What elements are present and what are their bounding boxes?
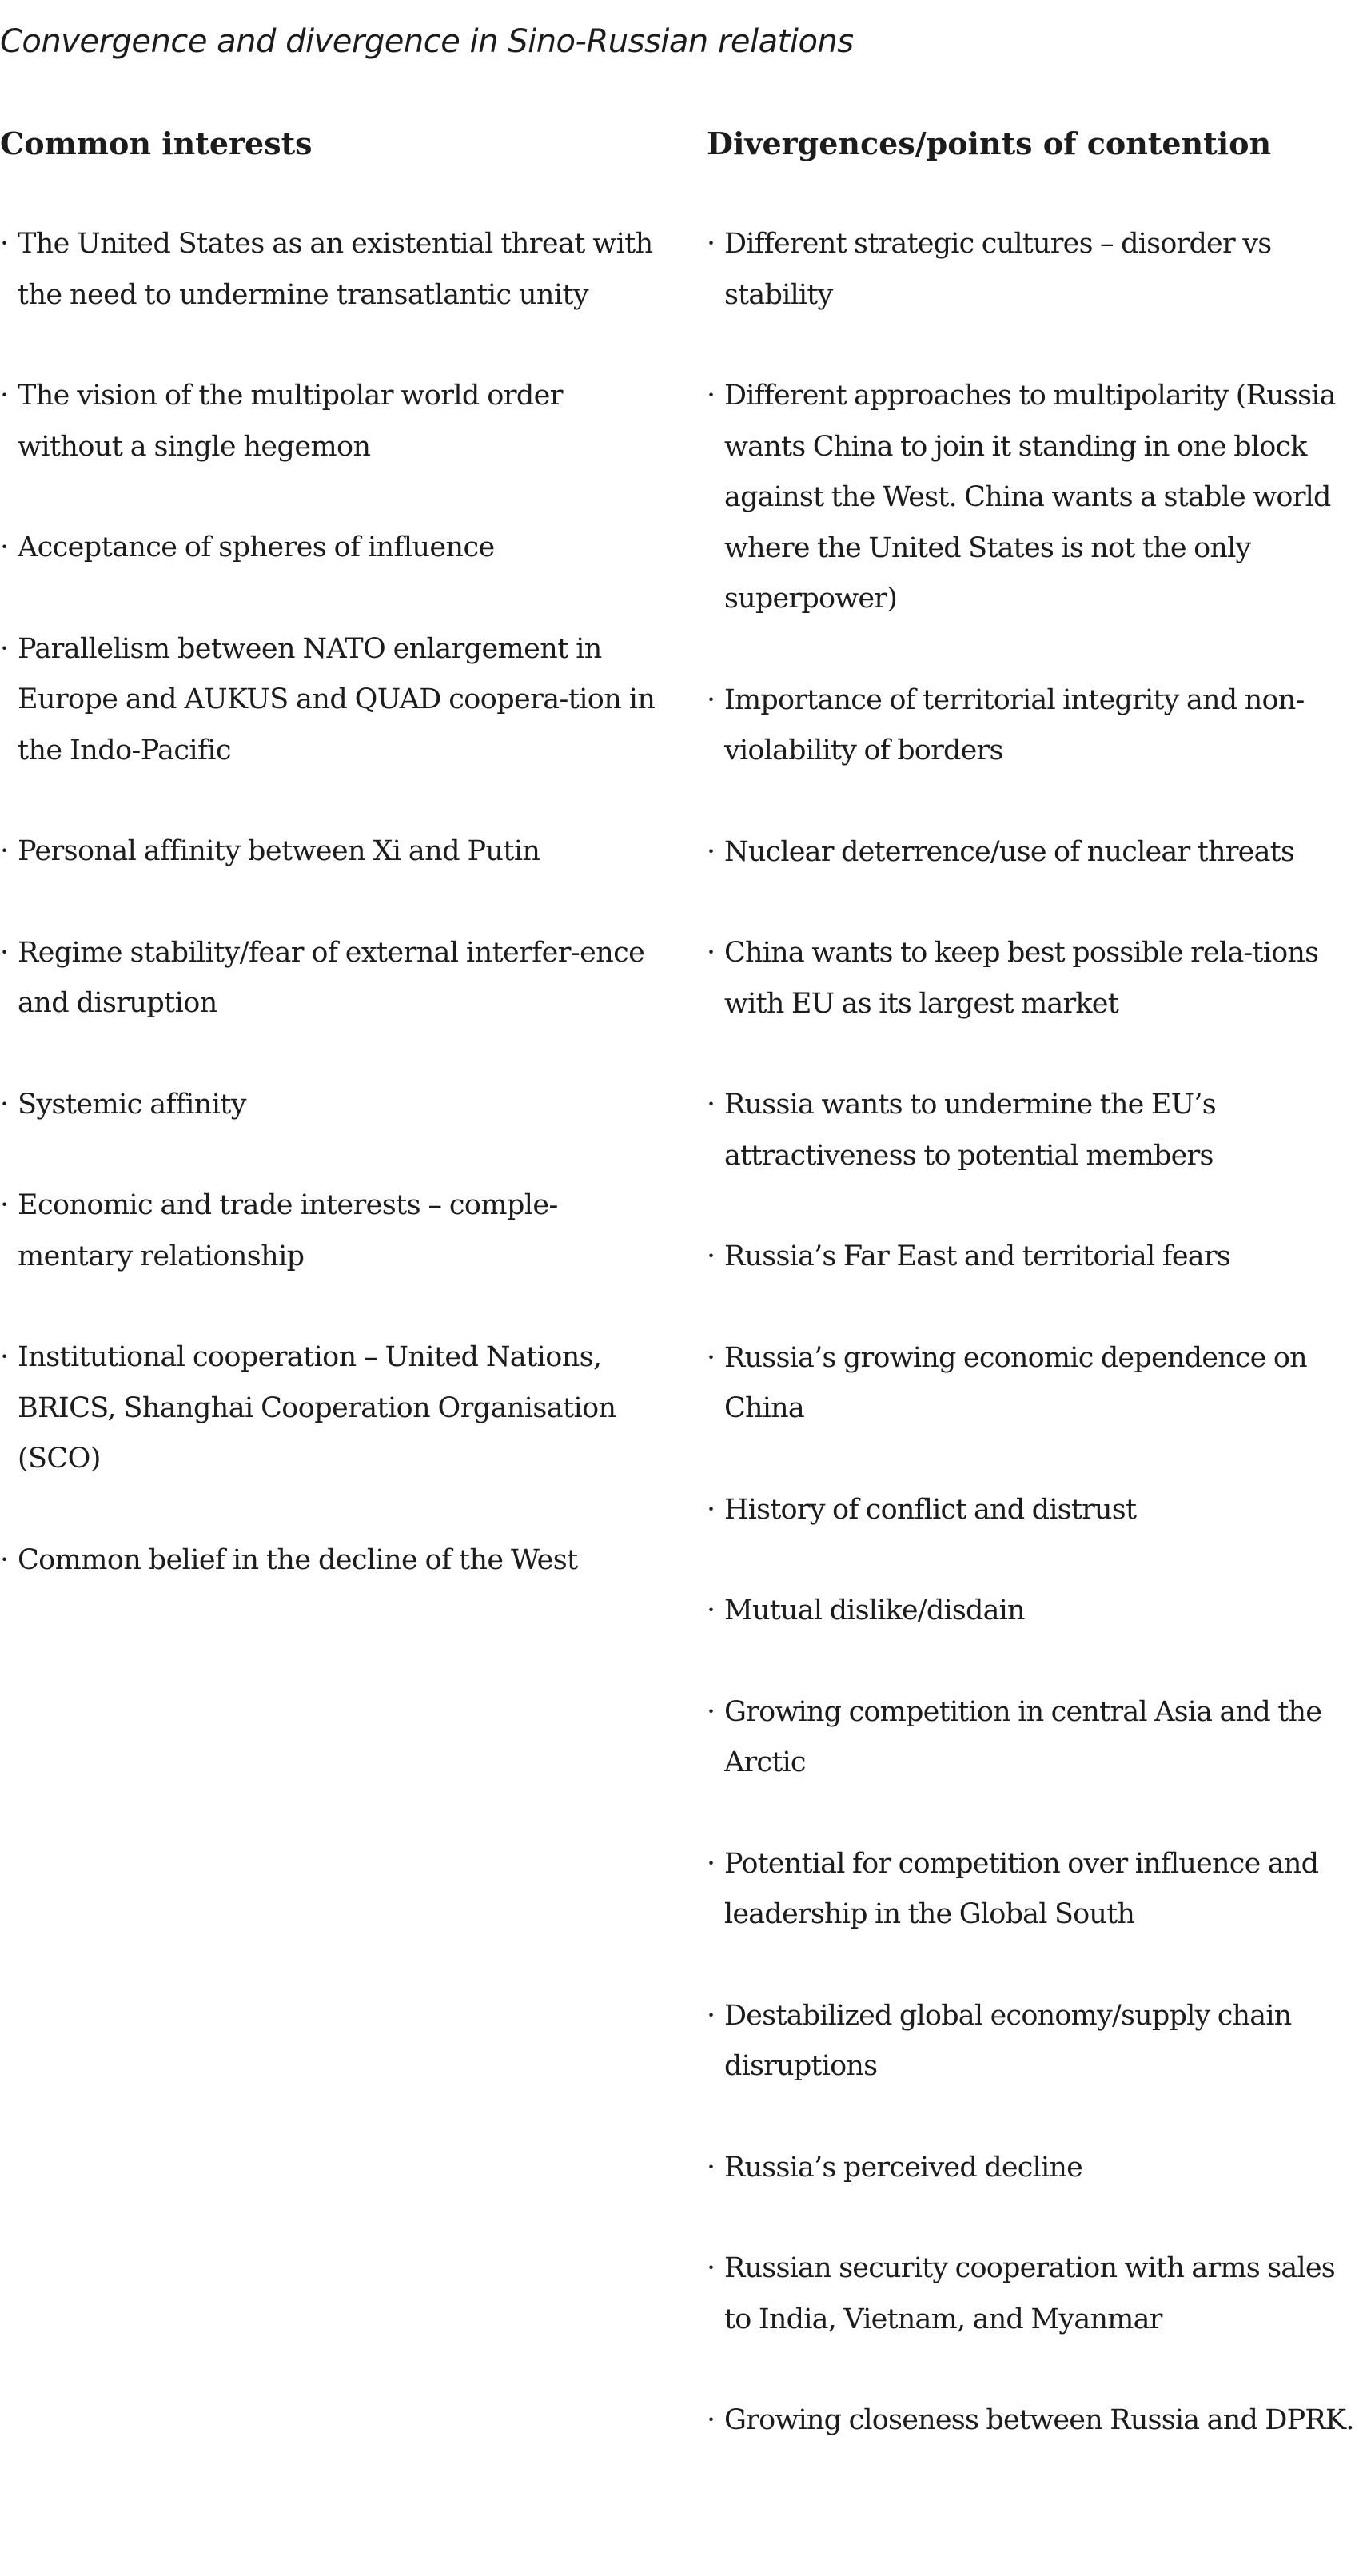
list-item-text: Importance of territorial integrity and non-violability of borders bbox=[724, 683, 1305, 766]
bullet-icon: · bbox=[707, 380, 715, 412]
bullet-icon: · bbox=[0, 1543, 9, 1576]
list-item bbox=[707, 1586, 1359, 1637]
list-item bbox=[707, 1991, 1359, 2092]
bullet-icon: · bbox=[707, 2252, 715, 2284]
bullet-icon: · bbox=[707, 683, 715, 716]
list-item bbox=[0, 624, 664, 777]
list-item-text: The vision of the multipolar world order without a single hegemon bbox=[18, 380, 563, 463]
list-item bbox=[0, 371, 664, 472]
list-item-text: Economic and trade interests – comple-mentary relationship bbox=[18, 1189, 558, 1272]
bullet-icon: · bbox=[707, 1695, 715, 1728]
list-item bbox=[707, 1839, 1359, 1941]
divergences-heading: Divergences/points of contention bbox=[707, 125, 1272, 161]
list-item-text: Russia’s growing economic dependence on China bbox=[724, 1341, 1307, 1424]
list-item-text: Potential for competition over influence and leadership in the Global South bbox=[724, 1847, 1319, 1930]
bullet-icon: · bbox=[707, 1847, 715, 1880]
list-item bbox=[707, 219, 1359, 321]
list-item bbox=[707, 371, 1359, 625]
bullet-icon: · bbox=[0, 936, 9, 969]
list-item-text: Russia wants to undermine the EU’s attractiveness to potential members bbox=[724, 1089, 1216, 1172]
list-item bbox=[0, 1080, 664, 1131]
list-item-text: Regime stability/fear of external interfer-ence and disruption bbox=[18, 936, 645, 1019]
list-item bbox=[707, 1485, 1359, 1536]
bullet-icon: · bbox=[707, 1089, 715, 1121]
list-item-text: Russia’s perceived decline bbox=[724, 2151, 1083, 2184]
list-item bbox=[0, 523, 664, 574]
bullet-icon: · bbox=[707, 835, 715, 868]
list-item-text: Different approaches to multipolarity (Russia wants China to join it standing in one block against the West. China wants a stable world where the United States is not the only superpower) bbox=[724, 380, 1336, 615]
list-item bbox=[707, 675, 1359, 777]
list-item-text: Parallelism between NATO enlargement in Europe and AUKUS and QUAD coopera-tion in the Indo-Pacific bbox=[18, 632, 656, 766]
list-item bbox=[0, 1332, 664, 1485]
bullet-icon: · bbox=[707, 2151, 715, 2184]
bullet-icon: · bbox=[707, 1999, 715, 2032]
bullet-icon: · bbox=[707, 228, 715, 260]
list-item bbox=[707, 2244, 1359, 2345]
common-interests-list bbox=[0, 219, 664, 1586]
list-item-text: Growing competition in central Asia and the Arctic bbox=[724, 1695, 1322, 1778]
list-item bbox=[0, 219, 664, 321]
list-item bbox=[0, 826, 664, 878]
list-item bbox=[0, 928, 664, 1029]
list-item-text: Destabilized global economy/supply chain disruptions bbox=[724, 1999, 1292, 2082]
list-item-text: Institutional cooperation – United Nations, BRICS, Shanghai Cooperation Organisation (SCO) bbox=[18, 1341, 616, 1475]
list-item-text: Acceptance of spheres of influence bbox=[18, 532, 495, 563]
bullet-icon: · bbox=[0, 228, 9, 260]
list-item bbox=[707, 1687, 1359, 1789]
list-item bbox=[0, 1535, 664, 1587]
divergences-list bbox=[707, 219, 1359, 2447]
bullet-icon: · bbox=[0, 632, 9, 665]
list-item-text: Common belief in the decline of the West bbox=[18, 1543, 578, 1576]
bullet-icon: · bbox=[707, 1240, 715, 1272]
list-item-text: History of conflict and distrust bbox=[724, 1493, 1137, 1526]
common-interests-heading: Common interests bbox=[0, 125, 313, 161]
bullet-icon: · bbox=[707, 1341, 715, 1374]
list-item bbox=[707, 2143, 1359, 2194]
list-item bbox=[707, 1333, 1359, 1435]
list-item-text: The United States as an existential threat with the need to undermine transatlantic unity bbox=[18, 228, 653, 311]
list-item-text: Russia’s Far East and territorial fears bbox=[724, 1240, 1230, 1272]
list-item-text: Nuclear deterrence/use of nuclear threats bbox=[724, 835, 1295, 868]
bullet-icon: · bbox=[707, 2404, 715, 2436]
bullet-icon: · bbox=[707, 937, 715, 969]
list-item-text: Systemic affinity bbox=[18, 1088, 246, 1121]
list-item bbox=[707, 827, 1359, 878]
list-item-text: Personal affinity between Xi and Putin bbox=[18, 835, 540, 867]
list-item bbox=[707, 1080, 1359, 1181]
list-item-text: Different strategic cultures – disorder vs stability bbox=[724, 228, 1272, 311]
bullet-icon: · bbox=[0, 1341, 9, 1373]
list-item bbox=[707, 928, 1359, 1029]
list-item-text: China wants to keep best possible rela-tions with EU as its largest market bbox=[724, 937, 1319, 1020]
list-item bbox=[707, 1232, 1359, 1283]
bullet-icon: · bbox=[0, 380, 9, 412]
list-item-text: Growing closeness between Russia and DPRK. bbox=[724, 2404, 1354, 2436]
list-item-text: Mutual dislike/disdain bbox=[724, 1595, 1025, 1626]
divergences-column bbox=[707, 118, 1359, 2497]
bullet-icon: · bbox=[0, 1088, 9, 1121]
bullet-icon: · bbox=[707, 1493, 715, 1526]
page-title: Convergence and divergence in Sino-Russian relations bbox=[0, 23, 854, 60]
bullet-icon: · bbox=[0, 1189, 9, 1221]
list-item bbox=[0, 1181, 664, 1282]
bullet-icon: · bbox=[0, 532, 9, 563]
bullet-icon: · bbox=[0, 835, 9, 867]
list-item bbox=[707, 2395, 1359, 2447]
list-item-text: Russian security cooperation with arms sales to India, Vietnam, and Myanmar bbox=[724, 2252, 1335, 2335]
common-interests-column bbox=[0, 118, 664, 1636]
bullet-icon: · bbox=[707, 1595, 715, 1626]
